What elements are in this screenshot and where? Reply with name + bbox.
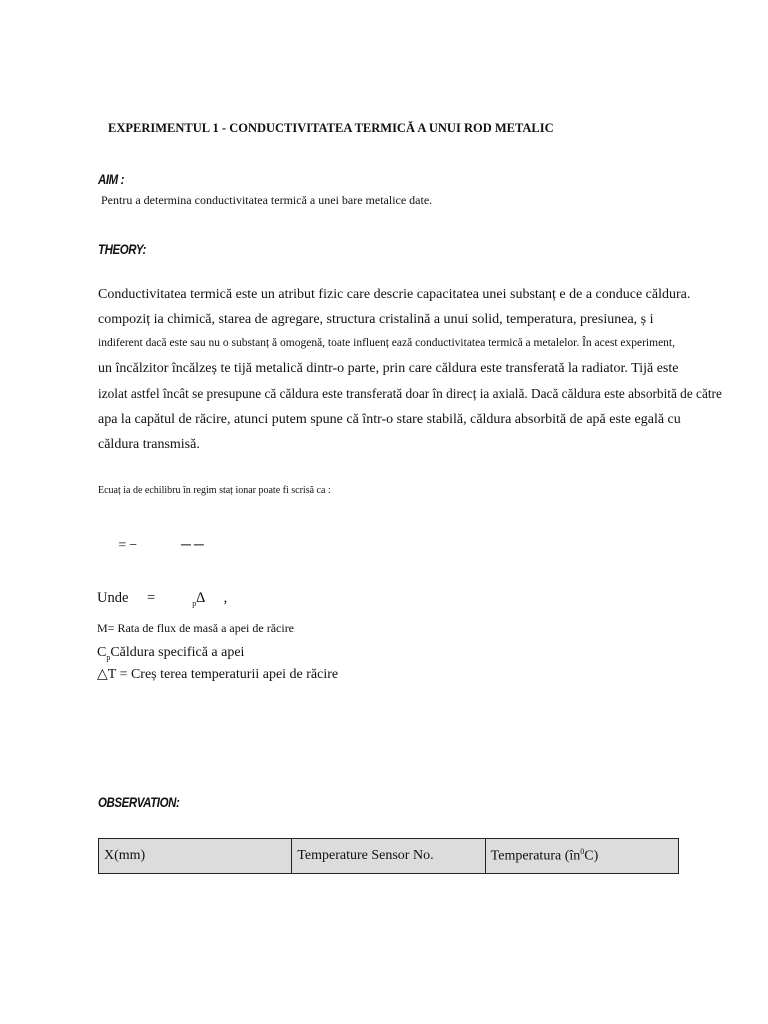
cp-symbol: C [97,645,107,660]
table-header-row [99,839,679,874]
unde-delta: ∆ [196,590,206,606]
definition-temperature-rise: △T = Creș terea temperaturii apei de răcire [97,667,339,682]
unde-prefix: Unde [97,590,129,606]
theory-line-4: un încălzitor încălzeș te tijă metalică dintr-o parte, prin care căldura este transferată la radiator. Tijă este [98,361,679,376]
table-header-sensor: Temperature Sensor No. [292,839,485,874]
unde-sub-p: p [192,598,197,608]
document-title: EXPERIMENTUL 1 - CONDUCTIVITATEA TERMICĂ A UNUI ROD METALIC [108,121,554,135]
cp-subscript: p [106,652,111,662]
definition-mass-flow: M= Rata de flux de masă a apei de răcire [97,621,295,635]
unde-equals: = [146,590,156,606]
theory-line-2: compoziț ia chimică, starea de agregare, structura cristalină a unui solid, temperatura, presiunea, ș i [98,312,654,327]
temperature-degree-sup: 0 [580,847,585,857]
theory-line-5: izolat astfel încât se presupune că căldura este transferată doar în direcț ia axială. Dacă căldura este absorbită de către [98,386,722,401]
heat-equation: 􏰀 =− 􏰁􏰂 ── [98,538,207,553]
table-header-temperature [485,839,678,874]
cp-text: Căldura specifică a apei [110,645,245,660]
temperature-unit: C) [584,848,599,864]
table-header-position: X(mm) [99,839,292,874]
unde-equation [97,590,227,608]
theory-line-1: Conductivitatea termică este un atribut fizic care descrie capacitatea unei substanț e de a conduce căldura. [98,287,691,302]
theory-line-6: apa la capătul de răcire, atunci putem spune că într-o stare stabilă, căldura absorbită de apă este egală cu [98,412,681,427]
unde-suffix: , [223,590,228,606]
observation-table [98,838,679,874]
equilibrium-label: Ecuaț ia de echilibru în regim staț ionar poate fi scrisă ca : [98,485,331,496]
theory-heading: THEORY: [98,241,146,257]
theory-line-7: căldura transmisă. [98,437,200,452]
unde-glyph-q: 􏰀 [128,590,140,606]
aim-heading: AIM : [98,171,125,187]
unde-glyph-t: 􏰅 [208,590,220,606]
definition-specific-heat [97,645,244,662]
aim-text: Pentru a determina conductivitatea termică a unei bare metalice date. [101,193,433,207]
temperature-header-text: Temperatura (în [490,848,581,864]
observation-heading: OBSERVATION: [98,794,180,810]
unde-glyphs: 􏰃􏰄 [166,590,189,606]
theory-line-3: indiferent dacă este sau nu o substanț ă omogenă, toate influenț ează conductivitatea termică a metalelor. În acest experiment, [98,337,675,349]
